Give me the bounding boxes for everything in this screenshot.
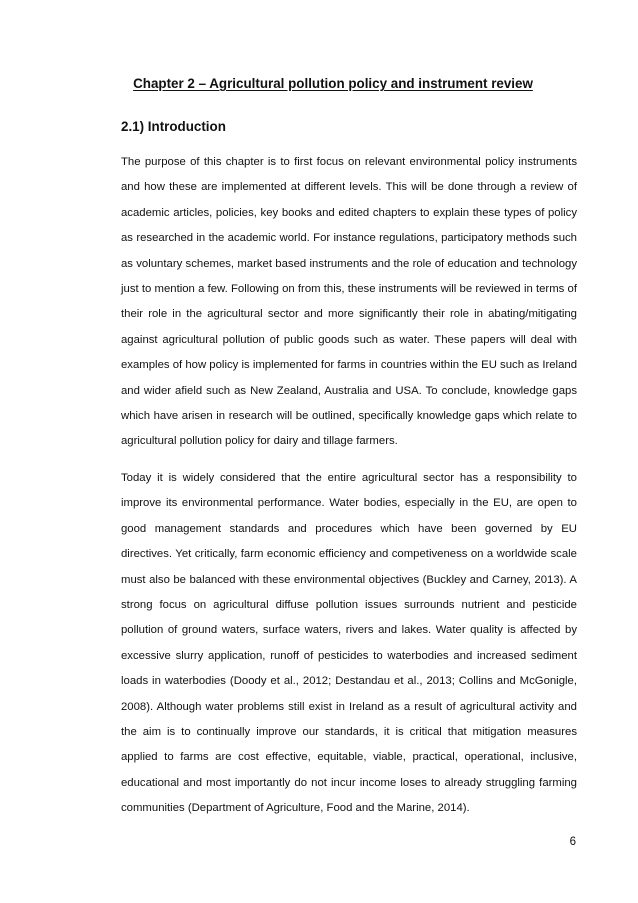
section-heading: 2.1) Introduction [121, 119, 226, 134]
chapter-title: Chapter 2 – Agricultural pollution policy and instrument review [133, 76, 533, 91]
paragraph-water-quality: Today it is widely considered that the entire agricultural sector has a responsibility to improve its environmental performance. Water bodies, especially in the EU, are open to good management standards and procedures which have been governed by EU directives. Yet critically, farm economic efficiency and competiveness on a worldwide scale must also be balanced with these environmental objectives (Buckley and Carney, 2013). A strong focus on agricultural diffuse pollution issues surrounds nutrient and pesticide pollution of ground waters, surface waters, rivers and lakes. Water quality is affected by excessive slurry application, runoff of pesticides to waterbodies and increased sediment loads in waterbodies (Doody et al., 2012; Destandau et al., 2013; Collins and McGonigle, 2008). Although water problems still exist in Ireland as a result of agricultural activity and the aim is to continually improve our standards, it is critical that mitigation measures applied to farms are cost effective, equitable, viable, practical, operational, inclusive, educational and most importantly do not incur income loses to already struggling farming communities (Department of Agriculture, Food and the Marine, 2014). [121, 472, 577, 815]
page-number: 6 [569, 836, 576, 848]
paragraph-introduction: The purpose of this chapter is to first focus on relevant environmental policy instruments and how these are implemented at different levels. This will be done through a review of academic articles, policies, key books and edited chapters to explain these types of policy as researched in the academic world. For instance regulations, participatory methods such as voluntary schemes, market based instruments and the role of education and technology just to mention a few. Following on from this, these instruments will be reviewed in terms of their role in the agricultural sector and more significantly their role in abating/mitigating against agricultural pollution of public goods such as water. These papers will deal with examples of how policy is implemented for farms in countries within the EU such as Ireland and wider afield such as New Zealand, Australia and USA. To conclude, knowledge gaps which have arisen in research will be outlined, specifically knowledge gaps which relate to agricultural pollution policy for dairy and tillage farmers. [121, 156, 577, 448]
